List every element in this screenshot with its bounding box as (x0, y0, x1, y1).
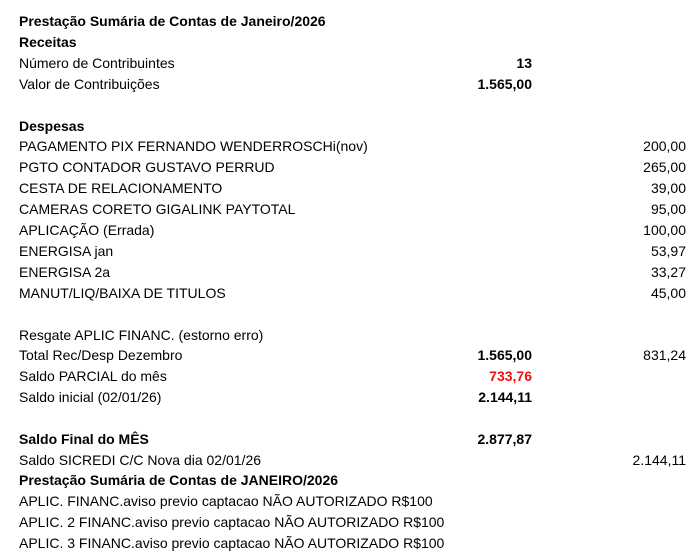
note-text: APLIC. 3 FINANC.aviso previo captacao NÃO AUTORIZADO R$100 (19, 535, 445, 551)
second-title-row (0, 470, 700, 490)
despesa-value: 200,00 (643, 138, 686, 154)
saldo-final-value: 2.877,87 (477, 431, 532, 447)
despesa-value: 53,97 (650, 243, 686, 259)
despesa-row (0, 199, 700, 219)
despesa-label: CESTA DE RELACIONAMENTO (19, 180, 223, 196)
num-contrib-label: Número de Contribuintes (19, 55, 175, 71)
despesa-row (0, 178, 700, 198)
second-section-title: Prestação Sumária de Contas de JANEIRO/2026 (19, 472, 339, 488)
saldo-final-label: Saldo Final do MÊS (19, 431, 149, 447)
despesa-label: PAGAMENTO PIX FERNANDO WENDERROSCHi(nov) (19, 138, 368, 154)
despesa-value: 95,00 (650, 201, 686, 217)
despesa-row (0, 241, 700, 261)
note-row (0, 533, 700, 553)
saldo-sicredi-row (0, 450, 700, 470)
despesa-label: APLICAÇÃO (Errada) (19, 222, 155, 238)
resgate-row (0, 325, 700, 345)
despesa-row (0, 283, 700, 303)
num-contrib-row (0, 53, 700, 73)
despesas-heading-row (0, 116, 700, 136)
saldo-parcial-value: 733,76 (489, 368, 532, 384)
title-row (0, 11, 700, 31)
saldo-parcial-label: Saldo PARCIAL do mês (19, 368, 167, 384)
receitas-heading: Receitas (19, 34, 77, 50)
saldo-sicredi-label: Saldo SICREDI C/C Nova dia 02/01/26 (19, 452, 262, 468)
note-row (0, 491, 700, 511)
despesa-label: MANUT/LIQ/BAIXA DE TITULOS (19, 285, 226, 301)
page-title: Prestação Sumária de Contas de Janeiro/2026 (19, 13, 326, 29)
note-text: APLIC. FINANC.aviso previo captacao NÃO AUTORIZADO R$100 (19, 493, 433, 509)
receitas-heading-row (0, 32, 700, 52)
resgate-label: Resgate APLIC FINANC. (estorno erro) (19, 327, 264, 343)
total-despesas-value: 831,24 (643, 347, 686, 363)
despesa-value: 45,00 (650, 285, 686, 301)
valor-contrib-row (0, 74, 700, 94)
despesa-row (0, 220, 700, 240)
despesa-row (0, 262, 700, 282)
saldo-final-row (0, 429, 700, 449)
despesa-label: CAMERAS CORETO GIGALINK PAYTOTAL (19, 201, 296, 217)
note-text: APLIC. 2 FINANC.aviso previo captacao NÃO AUTORIZADO R$100 (19, 514, 445, 530)
despesas-heading: Despesas (19, 118, 85, 134)
note-row (0, 512, 700, 532)
despesa-label: PGTO CONTADOR GUSTAVO PERRUD (19, 159, 275, 175)
despesa-value: 33,27 (650, 264, 686, 280)
despesa-label: ENERGISA jan (19, 243, 114, 259)
despesa-label: ENERGISA 2a (19, 264, 111, 280)
saldo-inicial-label: Saldo inicial (02/01/26) (19, 389, 162, 405)
despesa-row (0, 136, 700, 156)
despesa-value: 100,00 (643, 222, 686, 238)
valor-contrib-value: 1.565,00 (477, 76, 532, 92)
saldo-inicial-value: 2.144,11 (478, 389, 532, 405)
total-label: Total Rec/Desp Dezembro (19, 347, 183, 363)
saldo-parcial-row (0, 366, 700, 386)
valor-contrib-label: Valor de Contribuições (19, 76, 160, 92)
total-receitas-value: 1.565,00 (477, 347, 532, 363)
despesa-value: 39,00 (650, 180, 686, 196)
despesa-value: 265,00 (643, 159, 686, 175)
despesa-row (0, 157, 700, 177)
num-contrib-value: 13 (516, 55, 532, 71)
saldo-inicial-row (0, 387, 700, 407)
saldo-sicredi-value: 2.144,11 (632, 452, 686, 468)
total-row (0, 345, 700, 365)
